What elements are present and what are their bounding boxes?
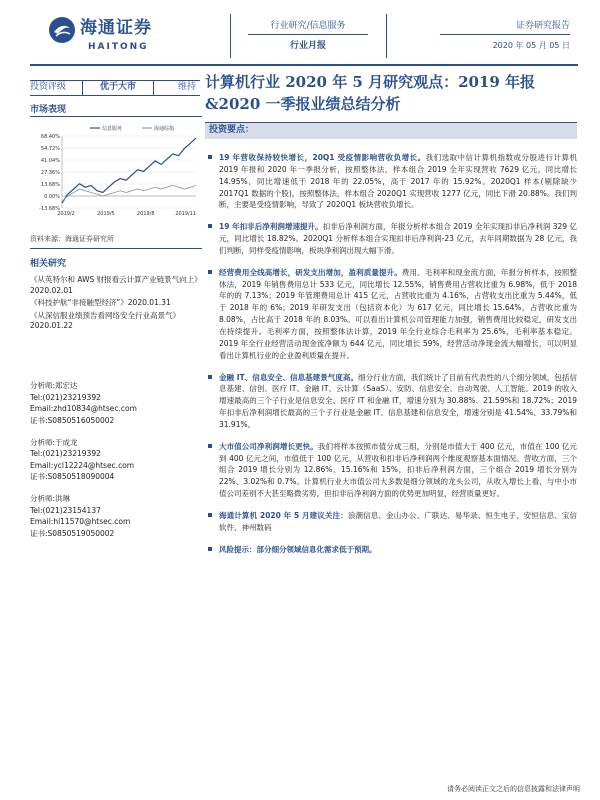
key-point — [205, 372, 577, 431]
disclaimer-footer: 请务必阅读正文之后的信息披露和法律声明 — [447, 785, 580, 793]
analyst-email[interactable]: Email:ycl12224@htsec.com — [30, 460, 135, 470]
y-tick-label: 27.36% — [40, 170, 60, 176]
key-point-body: 费用、毛利率和现金流方面，年报分析样本，按照整体法，2019 年销售费用总计 533 亿元，同比增长 12.55%，销售费用占营收比重为 6.98%，低于 2018 年的的 7.13%；2019 年管理费用总计 415 亿元，占营收比重为 4.16%，占营收支出比重为 5.44%，低于 2018 年的 6%；2019 年研发支出（包括资本化）为 617 亿元，同比增长 15.64%，占营收比重为 8.08%，占比高于 2018 年的 8.03%。可以看出计算机公司管理能力加强，销售费用比较稳定，研发支出在持续提升。毛利率方面，按照整体法计算，2019 年全行业综合毛利率为 25.6%，毛利率基本稳定。2019 年全行业经营活动现金流净额为 644 亿元，同比增长 59%，经营活动净现金流大幅增长，可以明显看出计算机行业的企业盈利质量在提升。 — [219, 267, 578, 360]
series-line-haitong-index — [62, 186, 196, 202]
market-heading: 市场表现 — [30, 105, 67, 115]
key-point — [205, 221, 577, 257]
analyst-list — [30, 380, 202, 550]
rating-status: 维持 — [177, 82, 196, 93]
analyst-name: 分析师:郑宏达 — [30, 381, 78, 390]
legend-label: 信息服务 — [102, 126, 123, 132]
key-point — [205, 152, 577, 211]
analyst-email[interactable]: Email:hl11570@htsec.com — [30, 517, 131, 527]
analyst-tel: Tel:(021)23154137 — [30, 505, 101, 515]
analyst-cert: 证书:S0850519050002 — [30, 528, 115, 538]
key-points — [205, 152, 577, 565]
legend-label: 海通综指 — [154, 126, 175, 132]
x-tick-label: 2019/11 — [175, 211, 197, 217]
related-item[interactable]: 《从英特尔和 AWS 财报看云计算产业链景气向上》2020.02.01 — [30, 275, 202, 295]
analyst-card — [30, 493, 202, 540]
market-chart-svg — [30, 122, 200, 222]
header-bottom-rule — [30, 64, 578, 66]
x-tick-label: 2019/8 — [137, 211, 155, 217]
analyst-name: 分析师:洪琳 — [30, 494, 71, 503]
report-date: 2020 年 05 月 05 日 — [492, 41, 570, 50]
related-item[interactable]: 《从深信服业绩预告看网络安全行业高景气》2020.01.22 — [30, 310, 180, 331]
rating-value: 优于大市 — [82, 81, 154, 94]
y-tick-label: -13.68% — [39, 206, 60, 212]
report-category: 行业研究/信息服务 — [270, 21, 346, 31]
key-point-head: 19 年扣非后净利润增速提升。 — [219, 222, 323, 232]
y-tick-label: 54.72% — [40, 146, 60, 152]
key-point-head: 经营费用全线高增长，研发支出增加，盈利质量提升。 — [219, 267, 402, 277]
header-divider — [386, 14, 387, 58]
key-point — [205, 267, 577, 362]
y-tick-label: 0.00% — [44, 194, 60, 200]
logo-text-cn: 海通证券 — [80, 18, 152, 38]
analyst-name: 分析师:于成龙 — [30, 437, 78, 447]
key-point-head: 19 年营收保持较快增长，20Q1 受疫情影响营收负增长。 — [219, 153, 426, 162]
key-point — [205, 510, 577, 534]
key-point-body: 扣非后净利润方面，年报分析样本组合 2019 全年实现扣非后净利润 329 亿元，同比增长 18.82%。2020Q1 分析样本组合实现扣非后净利润-23 亿元，去年同期数据为 28 亿元，我们判断，同样受疫情影响，板块净利润出现大幅下滑。 — [219, 222, 577, 255]
related-item[interactable]: 《科技护航“非接触型经济”》2020.01.31 — [30, 298, 171, 308]
key-point-head: 大市值公司净利润增长更快。 — [219, 441, 318, 451]
analyst-tel: Tel:(021)23219392 — [30, 392, 101, 402]
y-tick-label: 68.40% — [40, 134, 60, 140]
key-point-body: 我们将样本按照市值分成三组，分别是市值大于 400 亿元，市值在 100 亿元到 400 亿元之间，市值低于 100 亿元，从营收和扣非后净利润两个维度观察基本面情况。营收方面，三个组合 2019 增长分别为 12.86%、15.16%和 15%，扣非后净利润方面，三个组合 2019 增长分别为 22%、3.02%和 0.7%。计算机行业大市值公司大多数是细分领域的龙头公司，从收入增长上看，与中小市值公司差别不大甚至略微劣势，但扣非后净利润方面的优势更加明显，经营质量更好。 — [219, 441, 578, 499]
logo-text-en: HAITONG — [88, 42, 149, 52]
x-tick-label: 2019/5 — [97, 211, 115, 217]
key-point-head: 金融 IT、信息安全、信息基建景气度高。 — [219, 372, 359, 382]
report-type: 行业月报 — [289, 41, 326, 51]
analyst-tel: Tel:(021)23219392 — [30, 449, 101, 459]
key-point-head: 风险提示： — [219, 544, 257, 554]
y-tick-label: 13.68% — [40, 182, 60, 188]
chart-source: 资料来源：海通证券研究所 — [30, 235, 114, 243]
haitong-logo-icon — [48, 16, 76, 44]
report-title: 计算机行业 2020 年 5 月研究观点：2019 年报&2020 一季报业绩总结分析 — [205, 73, 536, 113]
related-research — [30, 258, 202, 334]
y-tick-label: 41.04% — [40, 158, 60, 164]
key-point-body: 我们选取中信计算机指数成分股进行计算机 2019 年报和 2020 年一季报分析，按照整体法，样本组合 2019 全年实现营收 7629 亿元，同比增长 14.95%，同比增速低于 2018 年的 22.05%，高于 2017 年的 15.92%。2020Q1 样本(剔除缺少 2017Q1 数据的个股)，按照整体法，样本组合 2020Q1 实现营收 1277 亿元，同比下滑 20.88%。我们判断，主要是受疫情影响，导致了 2020Q1 板块营收负增长。 — [219, 153, 577, 210]
analyst-card — [30, 380, 202, 427]
company-logo — [48, 16, 188, 56]
market-chart — [30, 122, 200, 222]
section-rule — [30, 248, 202, 249]
analyst-email[interactable]: Email:zhd10834@htsec.com — [30, 404, 137, 414]
summary-bar — [205, 122, 577, 139]
key-point — [205, 544, 577, 556]
analyst-card — [30, 437, 202, 484]
analyst-cert: 证书:S0850518090004 — [30, 472, 115, 482]
header-rule — [248, 34, 368, 35]
related-heading: 相关研究 — [30, 259, 67, 269]
key-point-body: 浪潮信息、金山办公、广联达、易华录、恒生电子、安恒信息、宝信软件、神州数码 — [219, 510, 578, 532]
header-rule — [440, 34, 570, 35]
x-tick-label: 2019/2 — [57, 211, 75, 217]
investment-rating — [30, 80, 200, 96]
header-divider — [230, 14, 231, 58]
analyst-cert: 证书:S0850516050002 — [30, 415, 115, 425]
summary-label: 投资要点： — [209, 125, 255, 135]
key-point-body: 细分行业方面，我们统计了目前有代表性的八个细分领域，包括信息基建、信创、医疗 IT、金融 IT、云计算（SaaS）、安防、信息安全、自动驾驶、人工智能。2019 的收入增速最高的三个子行业是信息安全、医疗 IT 和金融 IT，增速分别为 30.88%、21.59%和 18.72%；2019 年扣非后净利润增长最高的三个子行业是金融 IT、信息基建和信息安全，增速分别是 41.54%、33.79%和 31.91%。 — [219, 372, 577, 429]
key-point-head: 海通计算机 2020 年 5 月建议关注： — [219, 510, 348, 520]
rating-label: 投资评级 — [30, 82, 67, 93]
key-point-body: 部分细分领域信息化需求低于预期。 — [256, 544, 377, 554]
section-rule — [30, 116, 202, 117]
report-kind: 证券研究报告 — [515, 21, 570, 31]
key-point — [205, 441, 577, 500]
